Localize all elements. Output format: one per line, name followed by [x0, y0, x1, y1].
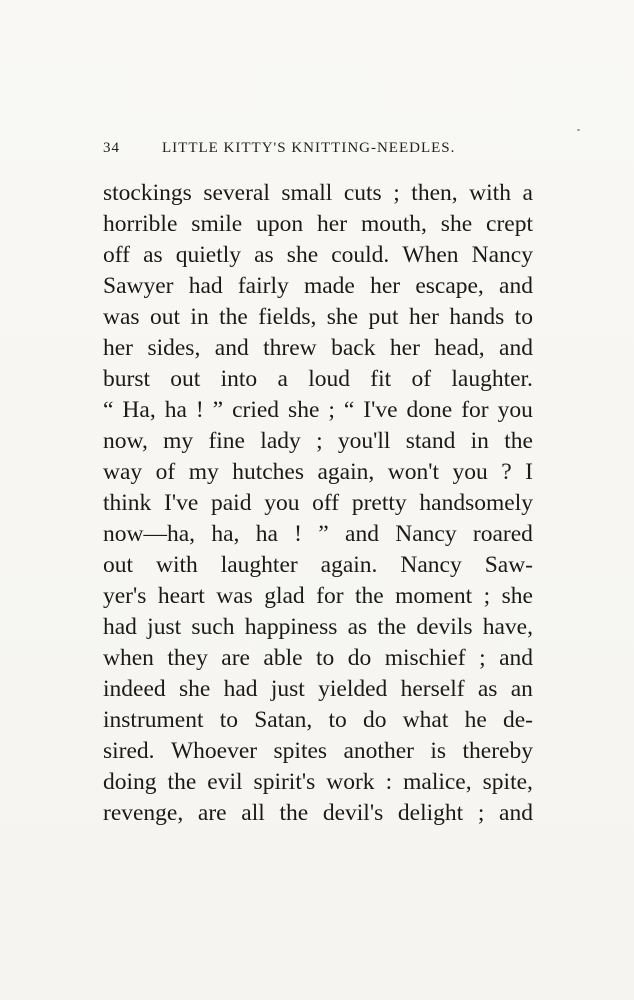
text-line: off as quietly as she could. When Nancy	[103, 242, 533, 268]
text-line: when they are able to do mischief ; and	[103, 645, 533, 671]
text-line: out with laughter again. Nancy Saw-	[103, 552, 533, 578]
text-line: stockings several small cuts ; then, with a	[103, 180, 533, 206]
running-title: LITTLE KITTY'S KNITTING-NEEDLES.	[162, 140, 456, 156]
text-line: indeed she had just yielded herself as an	[103, 676, 533, 702]
text-line: now—ha, ha, ha ! ” and Nancy roared	[103, 521, 533, 547]
text-line: her sides, and threw back her head, and	[103, 335, 533, 361]
text-line: instrument to Satan, to do what he de-	[103, 707, 533, 733]
text-line: way of my hutches again, won't you ? I	[103, 459, 533, 485]
text-line: Sawyer had fairly made her escape, and	[103, 273, 533, 299]
text-line: “ Ha, ha ! ” cried she ; “ I've done for you	[103, 397, 533, 423]
page-header	[103, 140, 533, 164]
text-line: horrible smile upon her mouth, she crept	[103, 211, 533, 237]
text-line: now, my fine lady ; you'll stand in the	[103, 428, 533, 454]
text-line: think I've paid you off pretty handsomely	[103, 490, 533, 516]
text-line: was out in the fields, she put her hands to	[103, 304, 533, 330]
body-text	[103, 178, 533, 829]
text-line: yer's heart was glad for the moment ; she	[103, 583, 533, 609]
text-line: burst out into a loud fit of laughter.	[103, 366, 533, 392]
page-number: 34	[103, 140, 120, 156]
text-line: sired. Whoever spites another is thereby	[103, 738, 533, 764]
text-line: had just such happiness as the devils have,	[103, 614, 533, 640]
text-line: doing the evil spirit's work : malice, spite,	[103, 769, 533, 795]
ink-speck	[577, 129, 580, 131]
text-line: revenge, are all the devil's delight ; and	[103, 800, 533, 826]
